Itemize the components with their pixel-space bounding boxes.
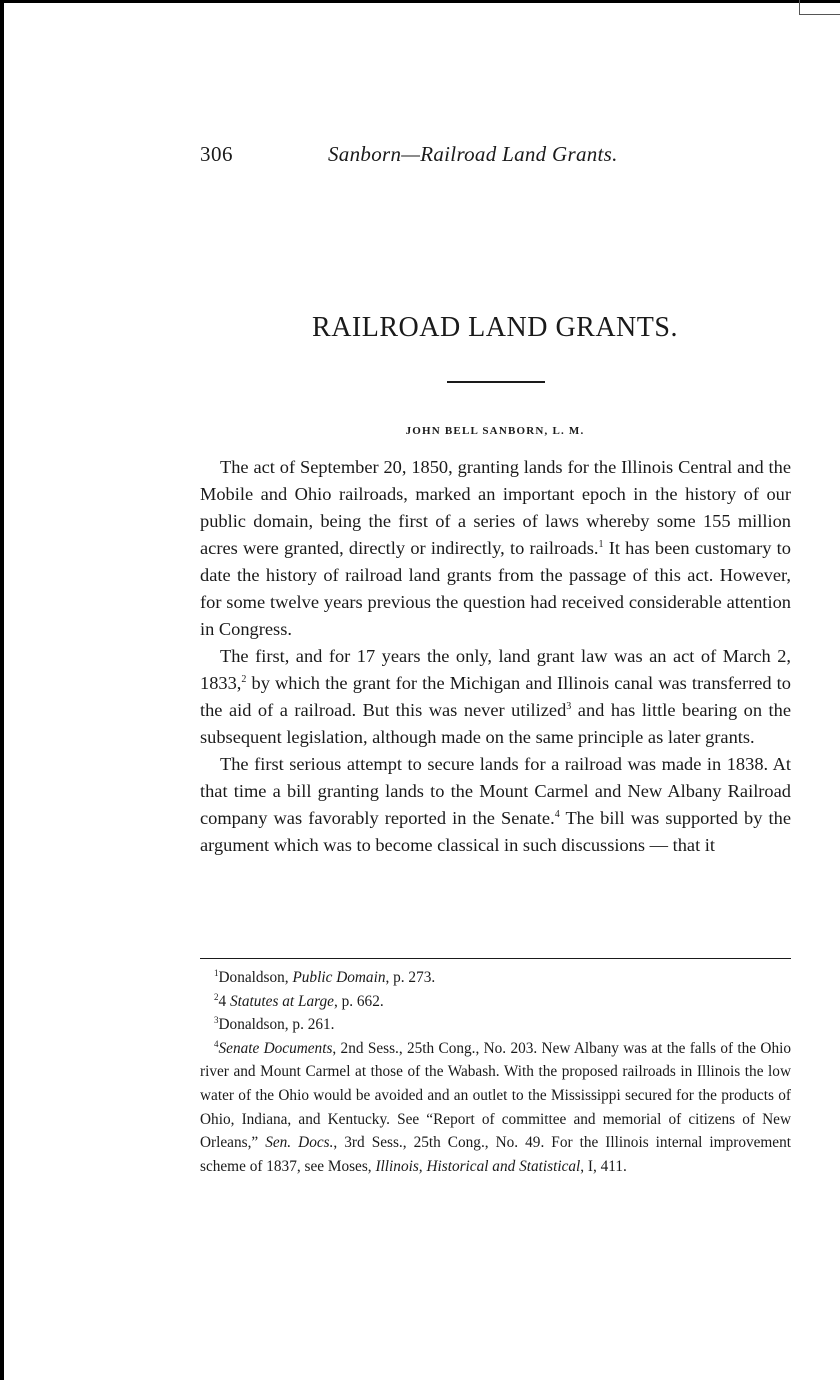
footnote-1: [200, 966, 791, 990]
footnote-4-title-1: Senate Documents: [218, 1039, 333, 1057]
footnote-1-title: Public Domain: [292, 969, 386, 986]
footnote-3: [200, 1013, 791, 1037]
footnote-2: [200, 990, 791, 1014]
footnote-3-text: Donaldson, p. 261.: [218, 1016, 335, 1034]
paragraph-2: [200, 643, 791, 751]
running-head: [200, 142, 800, 172]
article-title: RAILROAD LAND GRANTS.: [312, 312, 678, 343]
scan-corner-mark: [799, 0, 840, 15]
paragraph-2-text-c: and has little bearing on the subsequent legislation, although made on the same principle as later grants.: [200, 700, 791, 747]
footnote-ref-1: 1: [598, 538, 604, 550]
footnote-3-mark: 3: [214, 1015, 219, 1026]
author-byline: JOHN BELL SANBORN, L. M.: [405, 425, 585, 437]
footnote-divider: [200, 958, 791, 959]
footnote-1-mark: 1: [214, 967, 219, 978]
footnote-4-title-3: Illinois, Historical and Statistical: [375, 1157, 581, 1175]
footnote-4-title-2: Sen. Docs.: [265, 1134, 334, 1152]
footnote-4-text-a: , 2nd Sess., 25th Cong., No. 203. New Albany was at the falls of the Ohio river and Mount Carmel at those of the Wabash. With the proposed railroads in Illinois the low water of the Ohio would be avoided and an outlet to the Mississippi secured for the products of Ohio, Indiana, and Kentucky. See “Report of committee and memorial of citizens of New Orleans,”: [200, 1039, 792, 1152]
paragraph-3-text-b: The bill was supported by the argument which was to become classical in such discussions — that it: [200, 808, 791, 855]
footnote-2-text-b: , p. 662.: [333, 992, 384, 1010]
paragraph-3: [200, 751, 791, 859]
footnote-2-mark: 2: [214, 991, 219, 1002]
footnote-2-text-a: 4: [218, 992, 230, 1010]
running-title: Sanborn—Railroad Land Grants.: [328, 142, 618, 166]
footnotes: [200, 966, 791, 1178]
paragraph-1-text-b: It has been customary to date the history of railroad land grants from the passage of this act. However, for some twelve years previous the question had received considerable attention in Congress.: [200, 538, 791, 639]
footnote-4-text-c: , I, 411.: [580, 1157, 627, 1175]
footnote-4-text-b: , 3rd Sess., 25th Cong., No. 49. For the Illinois internal improvement scheme of 1837, see Moses,: [200, 1134, 791, 1175]
footnote-1-text-a: Donaldson,: [218, 969, 293, 986]
footnote-ref-3: 3: [566, 700, 572, 712]
footnote-2-title: Statutes at Large: [229, 992, 334, 1010]
page-number: 306: [200, 142, 233, 166]
paragraph-2-text-b: by which the grant for the Michigan and Illinois canal was transferred to the aid of a railroad. But this was never utilized: [200, 673, 791, 720]
footnote-4: [200, 1037, 791, 1179]
scan-border-top: [0, 0, 840, 3]
paragraph-1: [200, 454, 791, 643]
footnote-ref-4: 4: [554, 808, 560, 820]
footnote-4-mark: 4: [214, 1038, 219, 1049]
footnote-1-text-b: , p. 273.: [385, 969, 436, 986]
scan-border-left: [0, 0, 4, 1380]
paragraph-2-text-a: The first, and for 17 years the only, land grant law was an act of March 2, 1833,: [200, 646, 791, 693]
paragraph-3-text-a: The first serious attempt to secure lands for a railroad was made in 1838. At that time a bill granting lands to the Mount Carmel and New Albany Railroad company was favorably reported in the Senate.: [200, 754, 791, 828]
body-text: [200, 454, 791, 859]
paragraph-1-text-a: The act of September 20, 1850, granting lands for the Illinois Central and the Mobile and Ohio railroads, marked an important epoch in the history of our public domain, being the first of a series of laws whereby some 155 million acres were granted, directly or indirectly, to railroads.: [200, 457, 791, 558]
title-rule: [447, 381, 545, 383]
footnote-ref-2: 2: [241, 673, 247, 685]
